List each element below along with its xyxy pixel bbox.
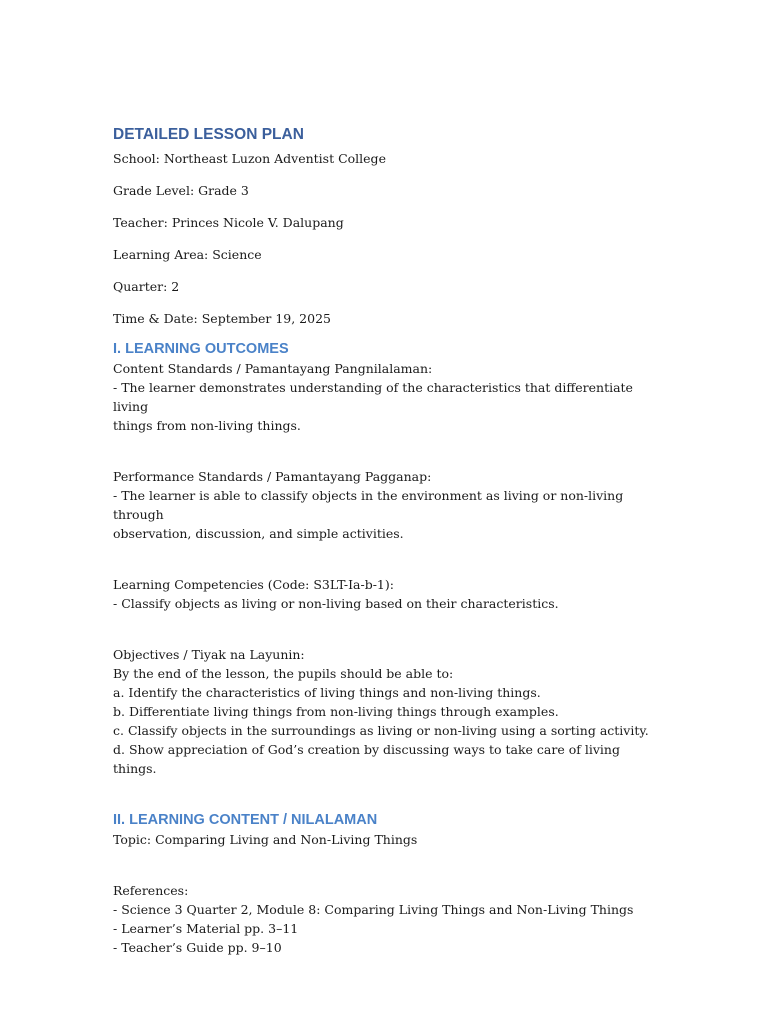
section-heading-learning-content: II. LEARNING CONTENT / NILALAMAN	[113, 812, 378, 828]
objectives-intro: By the end of the lesson, the pupils should be able to:	[113, 666, 454, 681]
objective-item: c. Classify objects in the surroundings as living or non-living using a sorting activity.	[113, 723, 649, 738]
topic-text: Topic: Comparing Living and Non-Living Things	[113, 832, 418, 847]
content-standards-text-2: things from non-living things.	[113, 418, 301, 433]
topic	[113, 830, 653, 849]
meta-time-date: Time & Date: September 19, 2025	[113, 311, 331, 326]
document-body	[113, 125, 653, 957]
objectives-label: Objectives / Tiyak na Layunin:	[113, 647, 305, 662]
content-standards-label: Content Standards / Pamantayang Pangnilalaman:	[113, 361, 433, 376]
objective-item: a. Identify the characteristics of living things and non-living things.	[113, 685, 541, 700]
references	[113, 881, 653, 957]
content-standards	[113, 359, 653, 435]
competencies-label: Learning Competencies (Code: S3LT-Ia-b-1):	[113, 577, 394, 592]
section-heading-learning-outcomes: I. LEARNING OUTCOMES	[113, 341, 289, 357]
reference-item: - Learner’s Material pp. 3–11	[113, 921, 299, 936]
objective-item: d. Show appreciation of God’s creation by discussing ways to take care of living things.	[113, 742, 620, 776]
objectives	[113, 645, 653, 778]
document-title: DETAILED LESSON PLAN	[113, 126, 304, 143]
meta-grade-level: Grade Level: Grade 3	[113, 183, 249, 198]
performance-standards-label: Performance Standards / Pamantayang Pagganap:	[113, 469, 432, 484]
meta-info	[113, 149, 653, 328]
performance-standards	[113, 467, 653, 543]
meta-quarter: Quarter: 2	[113, 279, 180, 294]
references-label: References:	[113, 883, 189, 898]
objective-item: b. Differentiate living things from non-living things through examples.	[113, 704, 559, 719]
reference-item: - Teacher’s Guide pp. 9–10	[113, 940, 282, 955]
performance-standards-text-2: observation, discussion, and simple activities.	[113, 526, 404, 541]
performance-standards-text-1: - The learner is able to classify objects in the environment as living or non-living through	[113, 488, 624, 522]
meta-teacher: Teacher: Princes Nicole V. Dalupang	[113, 215, 344, 230]
competencies-text: - Classify objects as living or non-living based on their characteristics.	[113, 596, 559, 611]
reference-item: - Science 3 Quarter 2, Module 8: Comparing Living Things and Non-Living Things	[113, 902, 634, 917]
meta-school: School: Northeast Luzon Adventist College	[113, 151, 386, 166]
learning-competencies	[113, 575, 653, 613]
content-standards-text-1: - The learner demonstrates understanding of the characteristics that differentiate living	[113, 380, 633, 414]
meta-learning-area: Learning Area: Science	[113, 247, 262, 262]
